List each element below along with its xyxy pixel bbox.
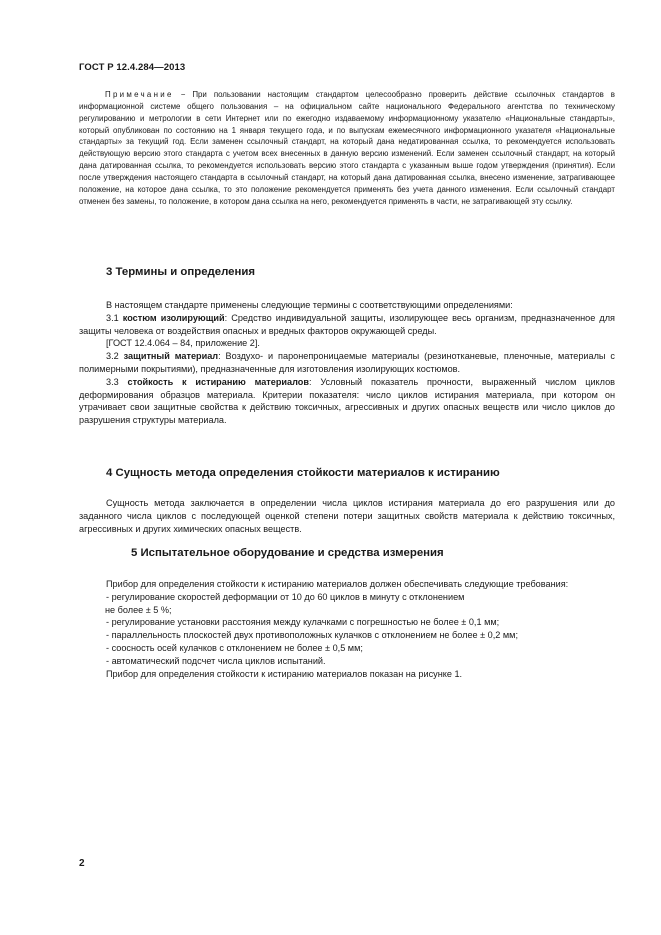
term-3-1-name: костюм изолирующий [122, 312, 225, 323]
requirement-item: - параллельность плоскостей двух противоположных кулачков с отклонением не более ± 0,2 мм; [106, 630, 518, 641]
requirement-item: - регулирование установки расстояния между кулачками с погрешностью не более ± 0,1 мм; [106, 617, 500, 628]
page-number: 2 [79, 858, 85, 869]
term-3-3: 3.3 стойкость к истиранию материалов: Условный показатель прочности, выраженный числом циклов деформирования образцов материала. Критерии показателя: число циклов истирания материала, при котором он утрачивает свои защитные свойства к действию токсичных, агрессивных и других опасных веществ или число циклов до разрушения структуры материала. [79, 376, 615, 426]
section-5-heading: 5 Испытательное оборудование и средства измерения [131, 547, 444, 559]
term-3-3-name: стойкость к истиранию материалов [127, 376, 309, 387]
term-3-2-name: защитный материал [123, 351, 219, 362]
note-label: Примечание [105, 90, 174, 99]
term-3-1-definition: : Средство индивидуальной защиты, изолирующее весь организм, предназначенное для защиты человека от воздействия опасных и вредных факторов окружающей среды. [79, 312, 615, 336]
section-5-intro: Прибор для определения стойкости к истиранию материалов должен обеспечивать следующие требования: [106, 579, 569, 589]
reference-note [79, 89, 615, 207]
section-4-text: Сущность метода заключается в определении числа циклов истирания материала до его разрушения или до заданного числа циклов с последующей оценкой степени потери защитных свойств материала к действию токсичных, агрессивных и других химических опасных веществ. [79, 498, 615, 534]
section-4-body [79, 497, 615, 535]
section-3-intro: В настоящем стандарте применены следующие термины с соответствующими определениями: [106, 300, 513, 310]
term-3-1-reference: [ГОСТ 12.4.064 – 84, приложение 2]. [106, 338, 260, 349]
requirement-item-continuation: не более ± 5 %; [105, 604, 172, 615]
requirement-item: - регулирование скоростей деформации от 10 до 60 циклов в минуту с отклонением [106, 591, 465, 602]
document-code-header: ГОСТ Р 12.4.284—2013 [79, 62, 186, 73]
section-5-closing: Прибор для определения стойкости к истиранию материалов показан на рисунке 1. [106, 668, 463, 679]
requirement-item: - автоматический подсчет числа циклов испытаний. [106, 655, 326, 666]
section-5-body [79, 578, 615, 680]
requirement-item: - соосность осей кулачков с отклонением не более ± 0,5 мм; [106, 642, 363, 653]
note-text: − При пользовании настоящим стандартом целесообразно проверить действие ссылочных стандартов в информационной системе общего пользования – на официальном сайте национального Федерального агентства по техническому регулированию и метрологии в сети Интернет или по ежегодно издаваемому информационному указателю «Национальные стандарты», который опубликован по состоянию на 1 января текущего года, и по выпускам ежемесячного информационного указателя «Национальные стандарты» за текущий год. Если заменен ссылочный стандарт, на который дана недатированная ссылка, то рекомендуется использовать действующую версию этого стандарта с учетом всех внесенных в данную версию изменений. Если заменен ссылочный стандарт, на который дана датированная ссылка, то рекомендуется использовать версию этого стандарта с указанным выше годом утверждения (принятия). Если после утверждения настоящего стандарта в ссылочный стандарт, на который дана датированная ссылка, внесено изменение, затрагивающее положение, на которое дана ссылка, то это положение рекомендуется применять без учета данного изменения. Если ссылочный стандарт отменен без замены, то положение, в котором дана ссылка на него, рекомендуется применять в части, не затрагивающей эту ссылку. [79, 90, 615, 206]
term-3-2: 3.2 защитный материал: Воздухо- и паронепроницаемые материалы (резинотканевые, пленочные, материалы с полимерными покрытиями), предназначенные для изготовления изолирующих костюмов. [79, 351, 615, 374]
term-3-3-definition: : Условный показатель прочности, выраженный числом циклов деформирования образцов материала. Критерии показателя: число циклов истирания материала, при котором он утрачивает свои защитные свойства к действию токсичных, агрессивных и других опасных веществ или число циклов до разрушения структуры материала. [79, 376, 615, 426]
section-4-heading: 4 Сущность метода определения стойкости материалов к истиранию [106, 467, 500, 479]
section-3-body [79, 299, 615, 427]
section-3-heading: 3 Термины и определения [106, 266, 256, 278]
term-3-1: 3.1 костюм изолирующий: Средство индивидуальной защиты, изолирующее весь организм, предназначенное для защиты человека от воздействия опасных и вредных факторов окружающей среды. [79, 312, 615, 336]
term-3-2-definition: : Воздухо- и паронепроницаемые материалы (резинотканевые, пленочные, материалы с полимерными покрытиями), предназначенные для изготовления изолирующих костюмов. [79, 351, 615, 374]
